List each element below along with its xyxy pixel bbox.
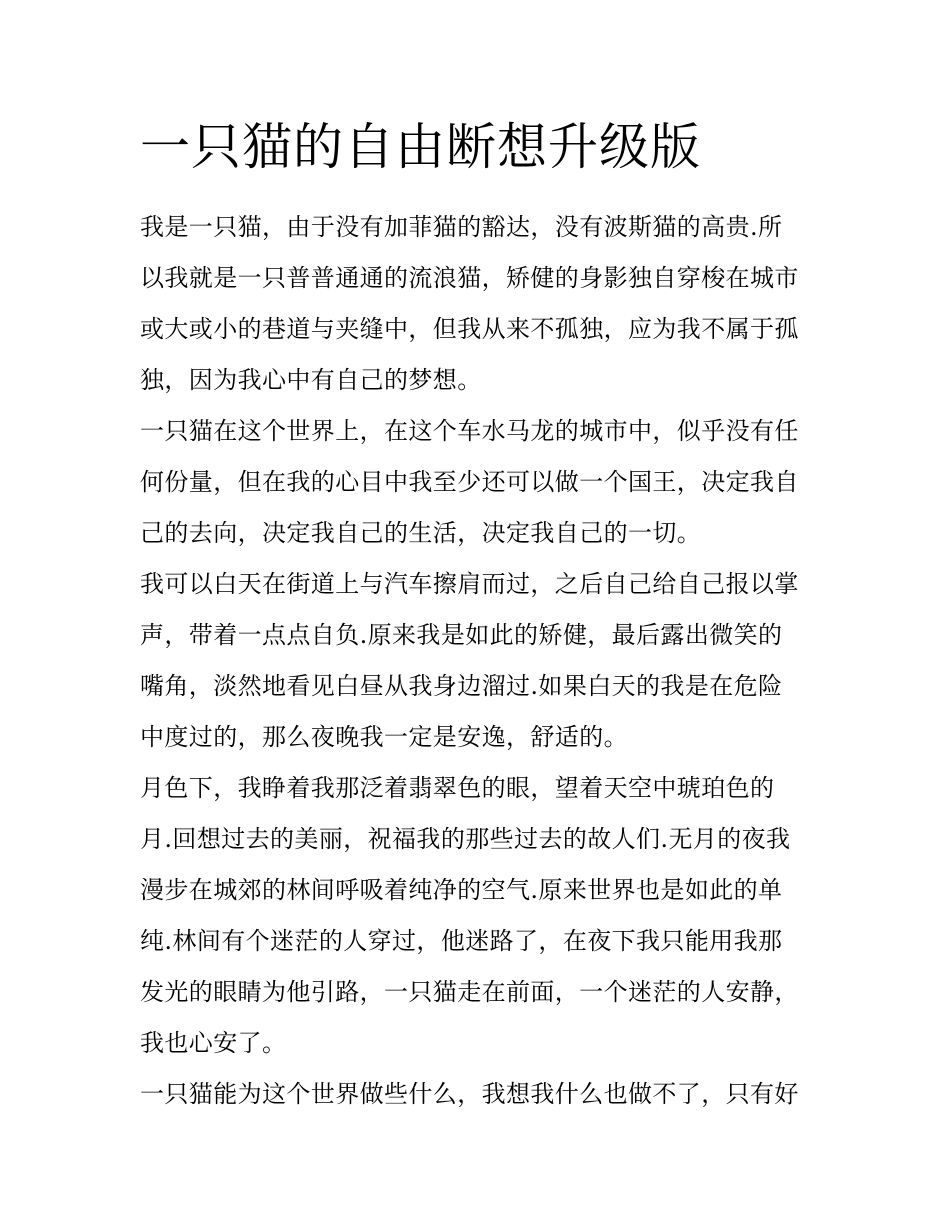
text-line: 己的去向，决定我自己的生活，决定我自己的一切。 [140, 519, 702, 547]
text-line: 一只猫能为这个世界做些什么，我想我什么也做不了，只有好 [140, 1080, 799, 1108]
text-line: 一只猫在这个世界上，在这个车水马龙的城市中，似乎没有任 [140, 417, 799, 445]
text-line: 以我就是一只普普通通的流浪猫，矫健的身影独自穿梭在城市 [140, 264, 799, 292]
paragraph [140, 559, 812, 763]
text-line: 中度过的，那么夜晚我一定是安逸，舒适的。 [140, 723, 628, 751]
text-line: 发光的眼睛为他引路，一只猫走在前面，一个迷茫的人安静， [140, 978, 799, 1006]
document-page [140, 112, 812, 1120]
text-line: 月.回想过去的美丽，祝福我的那些过去的故人们.无月的夜我 [140, 825, 791, 853]
text-line: 或大或小的巷道与夹缝中，但我从来不孤独，应为我不属于孤 [140, 315, 799, 343]
paragraph [140, 202, 812, 406]
text-line: 独，因为我心中有自己的梦想。 [140, 366, 482, 394]
text-line: 纯.林间有个迷茫的人穿过，他迷路了，在夜下我只能用我那 [140, 927, 783, 955]
text-line: 何份量，但在我的心目中我至少还可以做一个国王，决定我自 [140, 468, 799, 496]
text-line: 我可以白天在街道上与汽车擦肩而过，之后自己给自己报以掌 [140, 570, 799, 598]
document-title: 一只猫的自由断想升级版 [140, 118, 701, 176]
paragraph [140, 406, 812, 559]
text-line: 嘴角，淡然地看见白昼从我身边溜过.如果白天的我是在危险 [140, 672, 783, 700]
paragraph [140, 1069, 812, 1120]
text-line: 月色下，我睁着我那泛着翡翠色的眼，望着天空中琥珀色的 [140, 774, 775, 802]
text-line: 我也心安了。 [140, 1029, 287, 1057]
text-line: 我是一只猫，由于没有加菲猫的豁达，没有波斯猫的高贵.所 [140, 213, 783, 241]
text-line: 漫步在城郊的林间呼吸着纯净的空气.原来世界也是如此的单 [140, 876, 783, 904]
text-line: 声，带着一点点自负.原来我是如此的矫健，最后露出微笑的 [140, 621, 783, 649]
document-body [140, 202, 812, 1120]
paragraph [140, 763, 812, 1069]
